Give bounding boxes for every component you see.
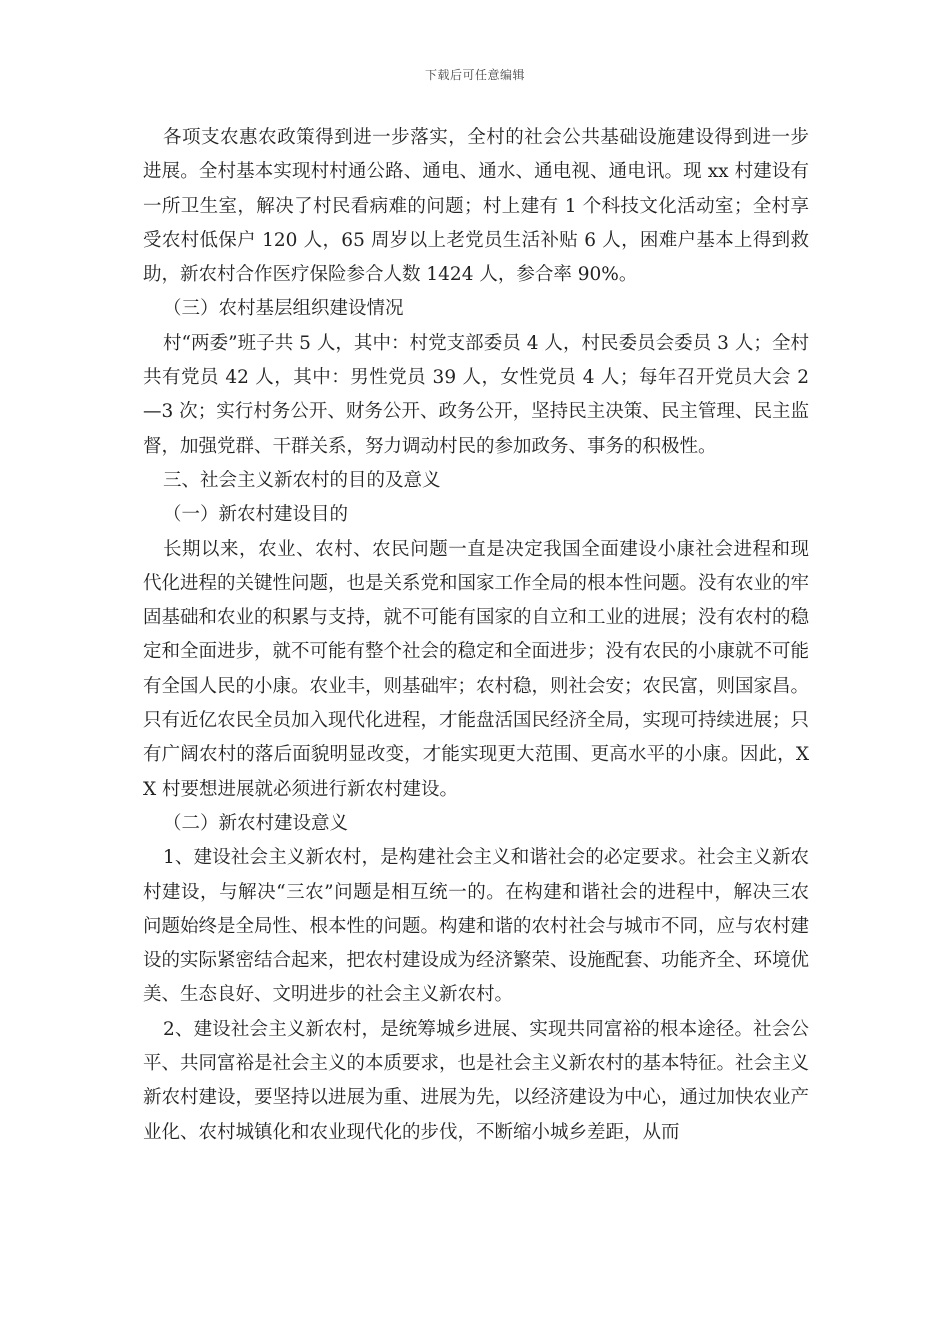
page-header: 下载后可任意编辑 <box>424 68 525 82</box>
paragraph-significance-1: 1、建设社会主义新农村，是构建社会主义和谐社会的必定要求。社会主义新农村建设，与解决“三农”问题是相互统一的。在构建和谐社会的进程中，解决三农问题始终是全局性、根本性的问题。构建和谐的农村社会与城市不同，应与农村建设的实际紧密结合起来，把农村建设成为经济繁荣、设施配套、功能齐全、环境优美、生态良好、文明进步的社会主义新农村。 <box>143 847 810 1006</box>
section-heading-significance: （二）新农村建设意义 <box>163 812 349 834</box>
paragraph-infrastructure: 各项支农惠农政策得到进一步落实，全村的社会公共基础设施建设得到进一步进展。全村基本实现村村通公路、通电、通水、通电视、通电讯。现 xx 村建设有一所卫生室，解决了村民看病难的问题；村上建有 1 个科技文化活动室；全村享受农村低保户 120 人，65 周岁以上老党员生活补贴 6 人，困难户基本上得到救助，新农村合作医疗保险参合人数 1424 人，参合率 90%。 <box>143 127 809 286</box>
section-heading-grassroots: （三）农村基层组织建设情况 <box>163 298 404 320</box>
section-heading-goal: （一）新农村建设目的 <box>163 504 349 526</box>
paragraph-grassroots: 村“两委”班子共 5 人，其中：村党支部委员 4 人，村民委员会委员 3 人；全村共有党员 42 人，其中：男性党员 39 人，女性党员 4 人；每年召开党员大会 2—3 次；实行村务公开、财务公开、政务公开，坚持民主决策、民主管理、民主监督，加强党群、干群关系，努力调动村民的参加政务、事务的积极性。 <box>143 332 809 457</box>
paragraph-significance-2: 2、建设社会主义新农村，是统筹城乡进展、实现共同富裕的根本途径。社会公平、共同富裕是社会主义的本质要求，也是社会主义新农村的基本特征。社会主义新农村建设，要坚持以进展为重、进展为先，以经济建设为中心，通过加快农业产业化、农村城镇化和农业现代化的步伐，不断缩小城乡差距，从而 <box>143 1018 810 1143</box>
document-body <box>143 121 809 1150</box>
paragraph-goal: 长期以来，农业、农村、农民问题一直是决定我国全面建设小康社会进程和现代化进程的关键性问题，也是关系党和国家工作全局的根本性问题。没有农业的牢固基础和农业的积累与支持，就不可能有国家的自立和工业的进展；没有农村的稳定和全面进步，就不可能有整个社会的稳定和全面进步；没有农民的小康就不可能有全国人民的小康。农业丰，则基础牢；农村稳，则社会安；农民富，则国家昌。只有近亿农民全员加入现代化进程，才能盘活国民经济全局，实现可持续进展；只有广阔农村的落后面貌明显改变，才能实现更大范围、更高水平的小康。因此，XX 村要想进展就必须进行新农村建设。 <box>143 538 810 800</box>
chapter-heading-purpose: 三、社会主义新农村的目的及意义 <box>163 469 441 491</box>
